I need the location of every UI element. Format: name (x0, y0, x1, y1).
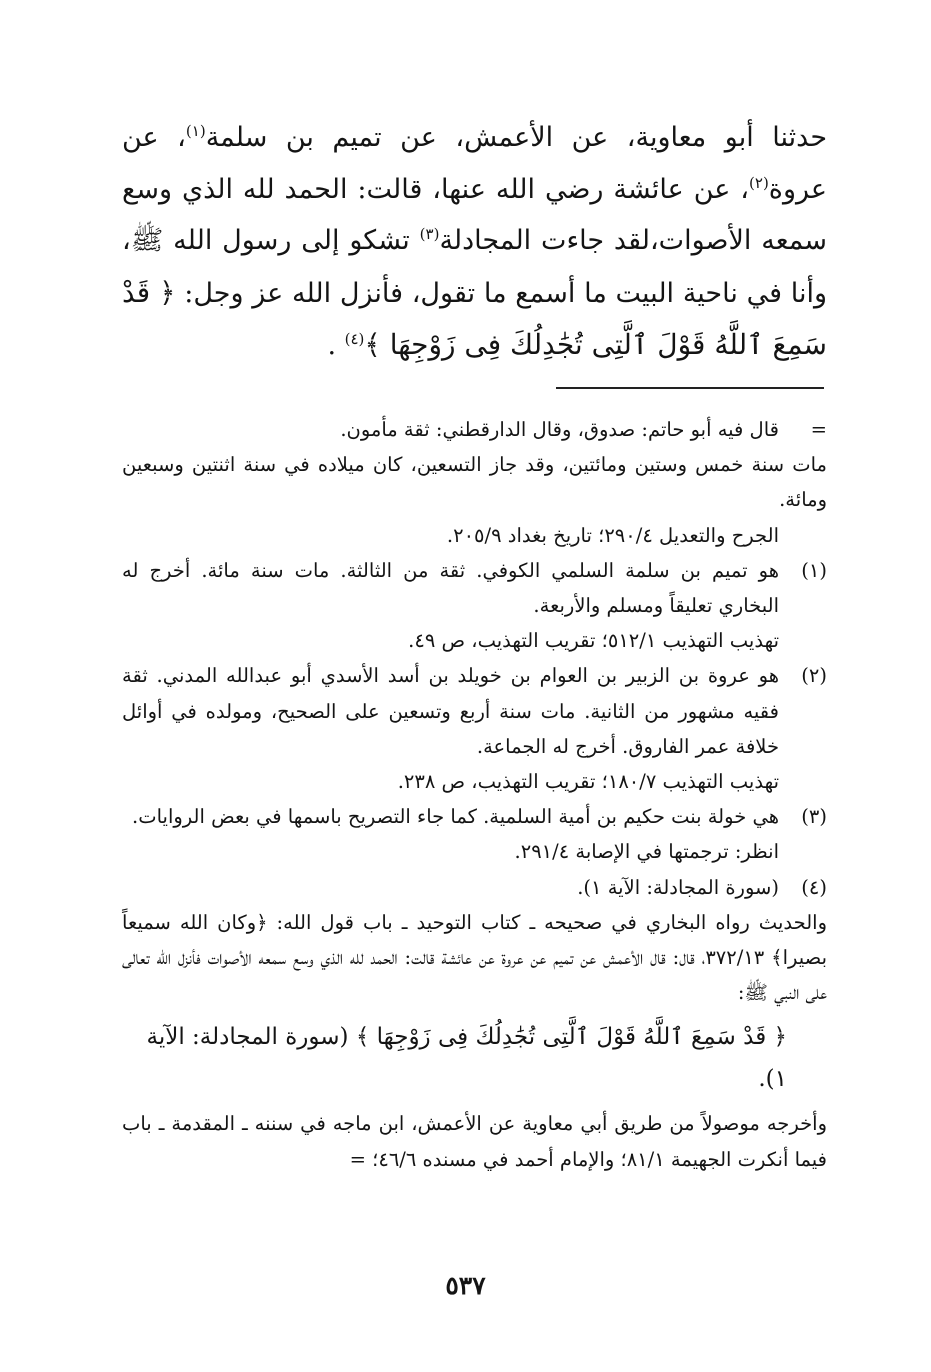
footnote-text: قال فيه أبو حاتم: صدوق، وقال الدارقطني: ثقة مأمون. (340, 418, 779, 441)
footnote-text: هو تميم بن سلمة السلمي الكوفي. ثقة من الثالثة. مات سنة مائة. أخرج له البخاري تعليقاً ومسلم والأربعة. (122, 558, 779, 618)
footnotes (122, 412, 827, 1177)
main-line: حدثنا أبو معاوية، عن الأعمش، عن تميم بن سلمة (205, 122, 828, 153)
footnote-number: (١) (801, 558, 827, 582)
footnote-ref-2[interactable]: (٢) (749, 173, 769, 192)
footnote-2 (122, 658, 827, 799)
quran-verse: ﴿ قَدْ سَمِعَ ٱللَّهُ قَوْلَ ٱلَّتِى تُجَٰدِلُكَ فِى زَوْجِهَا ﴾ (122, 275, 827, 361)
footnote-number: (٣) (801, 805, 827, 829)
footnote-ref-4[interactable]: (٤) (344, 330, 365, 348)
footnote-ref-3[interactable]: (٣) (419, 225, 440, 243)
footnote-4 (122, 870, 827, 905)
footnote-reference: انظر: ترجمتها في الإصابة ٢٩١/٤. (514, 840, 779, 864)
footnote-text: (سورة المجادلة: الآية ١). (577, 875, 779, 899)
footnote-separator (556, 387, 824, 389)
footnote-number: (٢) (801, 664, 827, 688)
commentary-text: والحديث رواه البخاري في صحيحه ـ كتاب التوحيد ـ باب قول الله: ﴿وكان الله سميعاً بصيرا﴾ ٣٧٢/١٣، قال: قال الأعمش عن تميم عن عروة عن عائشة قالت: الحمد لله الذي وسع سمعه الأصوات فأنزل الله تعالى على النبي ﷺ: (122, 910, 827, 1005)
page-number: ٥٣٧ (445, 1271, 486, 1300)
main-line: عروة (768, 173, 827, 205)
footnote-reference: تهذيب التهذيب ١٨٠/٧؛ تقريب التهذيب، ص ٢٣٨. (397, 770, 779, 794)
footnote-reference: تهذيب التهذيب ٥١٢/١؛ تقريب التهذيب، ص ٤٩. (408, 629, 779, 653)
continuation-marker: = (810, 418, 827, 441)
main-line: . (327, 330, 345, 361)
main-line: تشكو إلى رسول الله ﷺ، وأنا في ناحية (122, 225, 827, 309)
main-line: ، عن (122, 122, 186, 153)
commentary-text: وأخرجه موصولاً من طريق أبي معاوية عن الأعمش، ابن ماجه في سننه ـ المقدمة ـ باب فيما أنكرت الجهيمة ٨١/١؛ والإمام أحمد في مسنده ٤٦/٦؛ = (122, 1112, 827, 1171)
main-text (122, 112, 827, 372)
main-line: الأصوات،لقد جاءت المجادلة (439, 225, 752, 256)
main-line: ، عن عائشة رضي الله عنها، قالت: الحمد لله الذي وسع سمعه (122, 173, 827, 256)
footnote-text: هو عروة بن الزبير بن العوام بن خويلد بن أسد الأسدي أبو عبدالله المدني. ثقة فقيه مشهور من الثانية. مات سنة أربع وتسعين على الصحيح، ومولده في أوائل خلافة عمر الفاروق. أخرج له الجماعة. (122, 664, 779, 758)
main-paragraph (122, 112, 827, 372)
footnote-1 (122, 553, 827, 659)
footnote-ref-1[interactable]: (١) (185, 122, 206, 140)
footnote-number: (٤) (801, 875, 827, 899)
quran-verse: ﴿ قَدْ سَمِعَ ٱللَّهُ قَوْلَ ٱلَّتِى تُجَٰدِلُكَ فِى زَوْجِهَا ﴾ (سورة المجادلة: الآية ١). (146, 1024, 787, 1093)
footnote-continued (122, 412, 827, 447)
hadith-commentary (122, 905, 827, 1177)
footnote-continued-body (122, 447, 827, 553)
main-line: البيت ما أسمع ما تقول، فأنزل الله عز وجل: (175, 277, 675, 309)
footnote-text: هي خولة بنت حكيم بن أمية السلمية. كما جاء التصريح باسمها في بعض الروايات. (132, 805, 779, 829)
footnote-text: مات سنة خمس وستين ومائتين، وقد جاز التسعين، كان ميلاده في سنة اثنتين وسبعين ومائة. (122, 453, 827, 512)
footnote-3 (122, 799, 827, 869)
footnote-reference: الجرح والتعديل ٢٩٠/٤؛ تاريخ بغداد ٢٠٥/٩. (446, 523, 779, 547)
